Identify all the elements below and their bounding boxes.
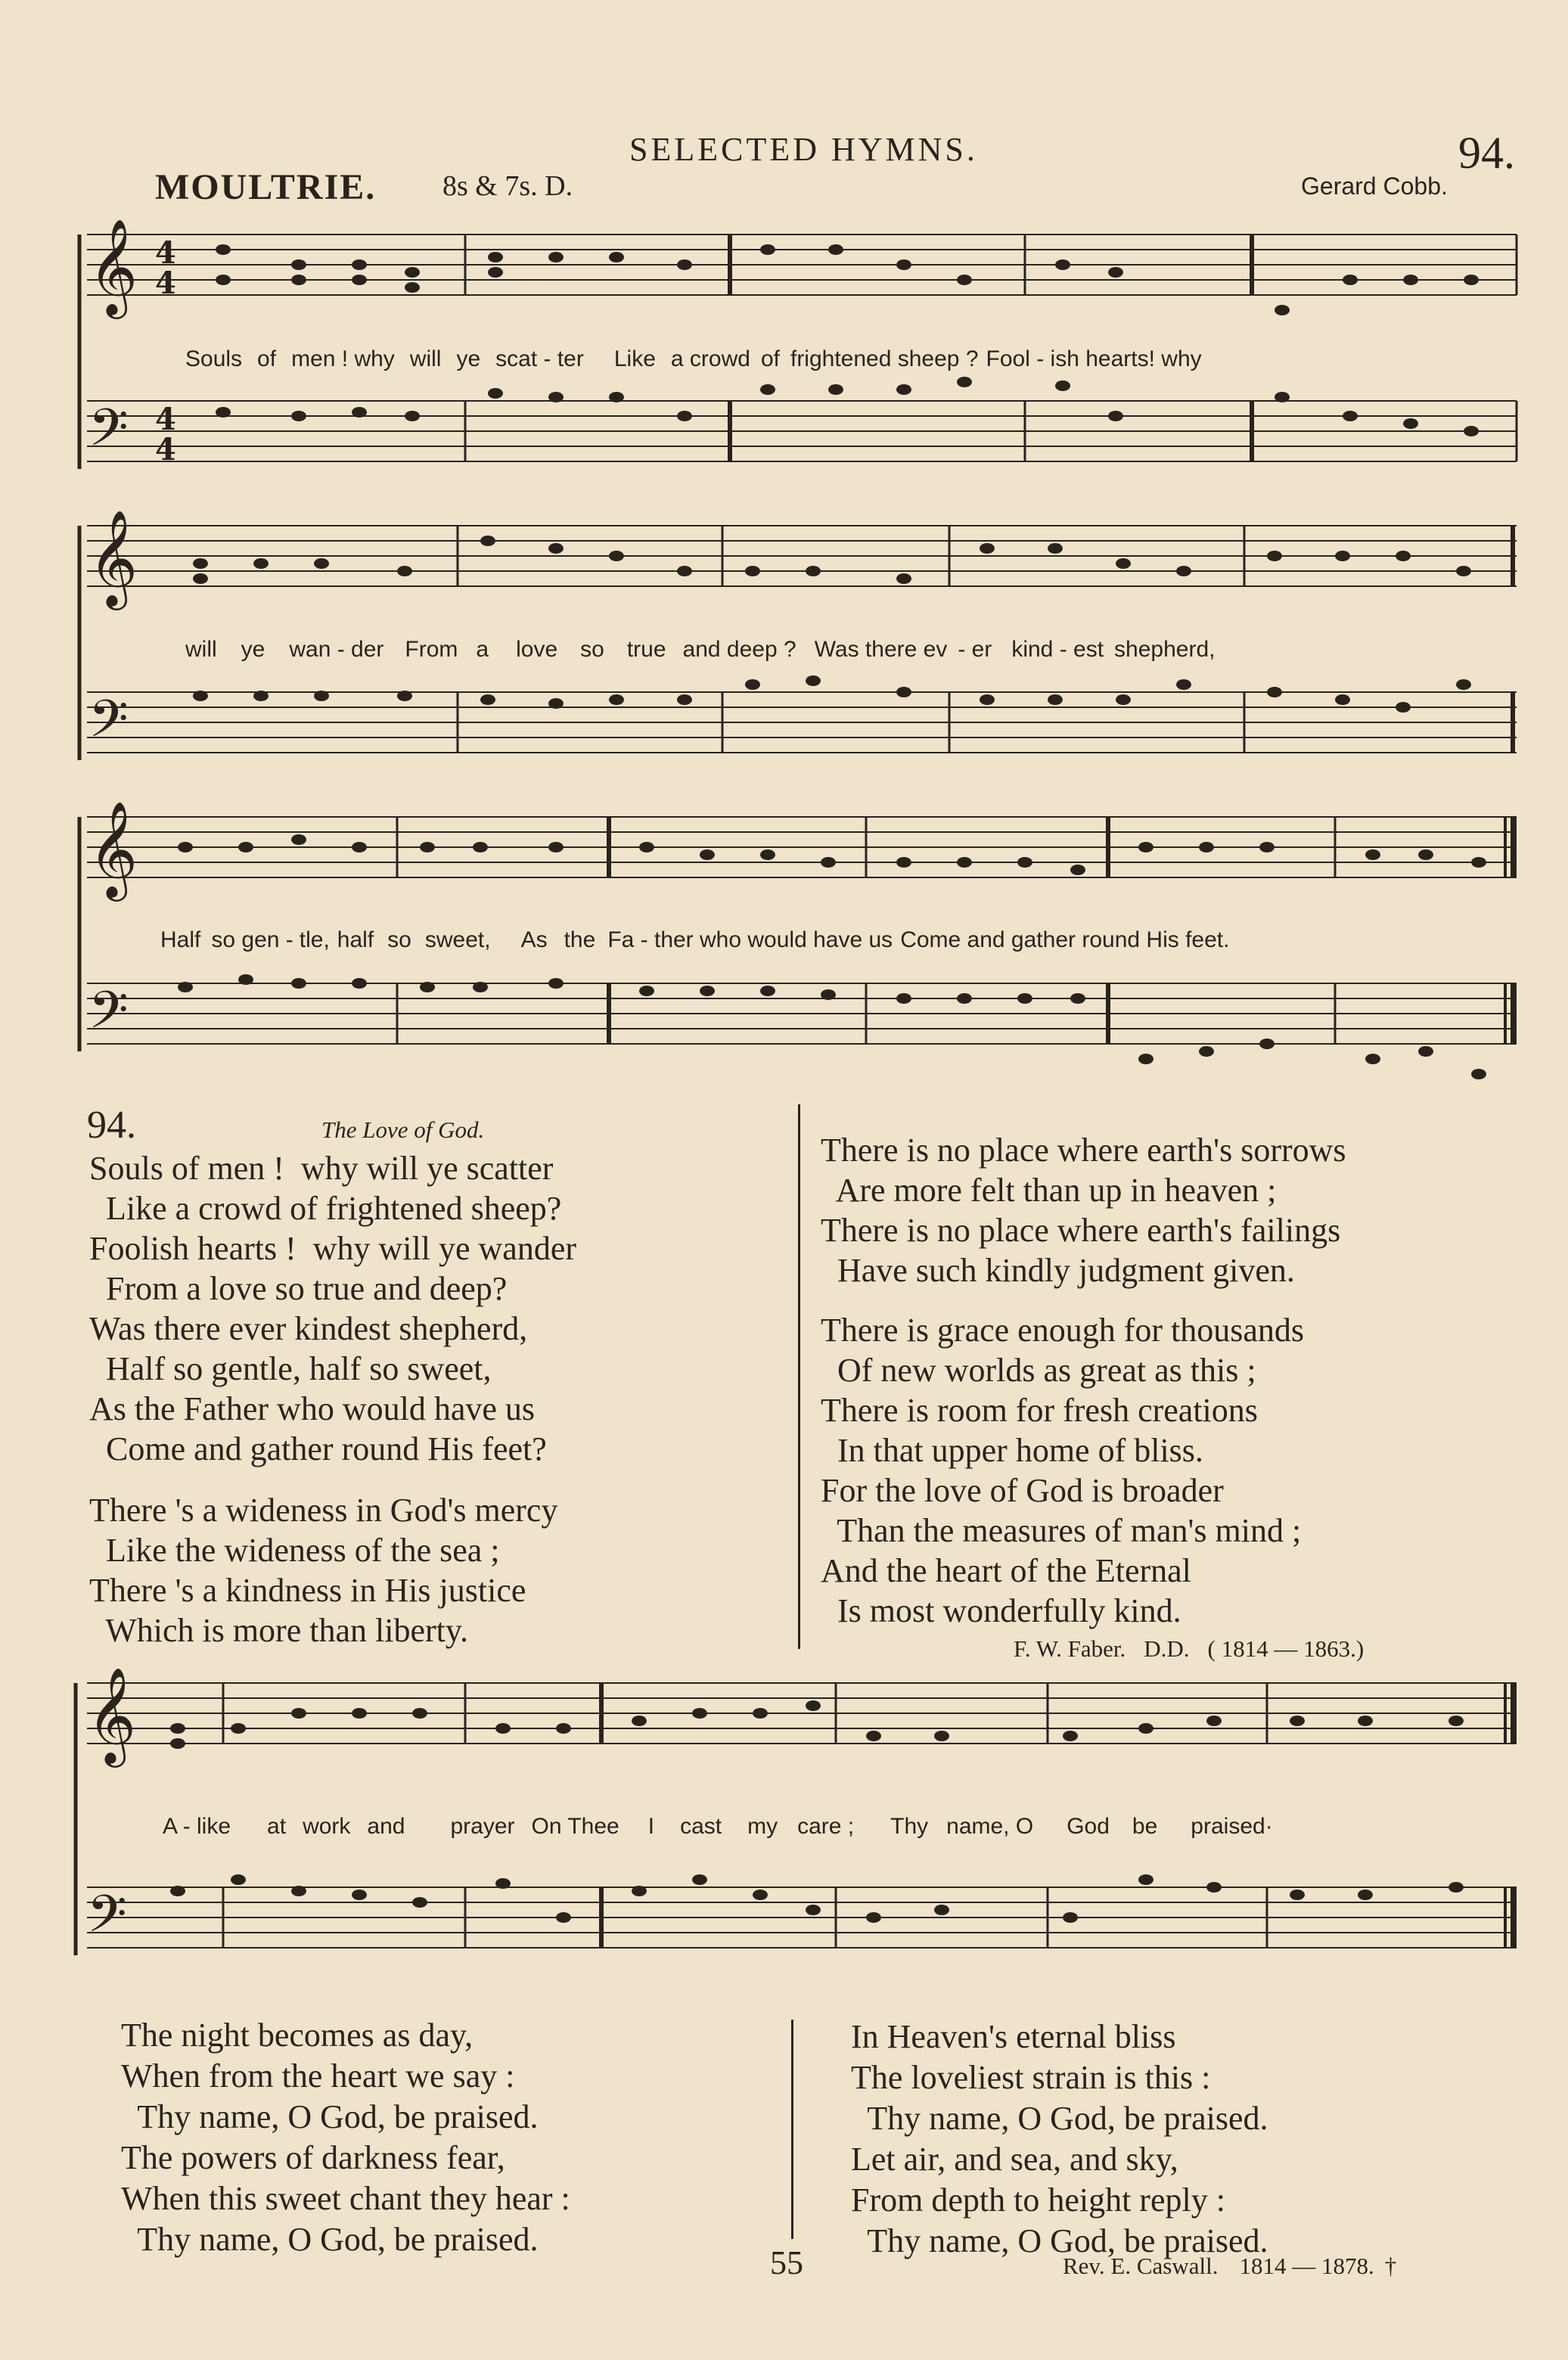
lyrics-system-1: Souls of men ! why will ye scat - ter Like a crowd of frightened sheep ? Fool - ish hearts! why bbox=[185, 346, 1202, 371]
svg-text:4: 4 bbox=[155, 266, 176, 301]
column-rule-2 bbox=[791, 2020, 793, 2239]
lyrics-system-2: will ye wan - der From a love so true and deep ? Was there ev - er kind - est shepherd, bbox=[185, 637, 1216, 662]
svg-text:4: 4 bbox=[155, 235, 176, 271]
hymn1-left-stanza-1: Souls of men ! why will ye scatter Like a crowd of frightened sheep? Foolish hearts ! why will ye wander From a love so true and deep? Was there ever kindest shepherd, Half so gentle, half so sweet, As the Father who would have us Come and gather round His feet? bbox=[89, 1150, 576, 1467]
meter: 8s & 7s. D. bbox=[442, 170, 573, 202]
hymn-title: The Love of God. bbox=[321, 1116, 485, 1143]
tune-name: MOULTRIE. bbox=[155, 167, 377, 207]
page-number: 55 bbox=[770, 2244, 803, 2281]
hymn1-right-stanza-2: There is grace enough for thousands Of new worlds as great as this ; There is room for fresh creations In that upper home of bliss. For the love of God is broader Than the measures of man's mind ; And the heart of the Eternal Is most wonderfully kind. bbox=[821, 1312, 1305, 1629]
hymn2-left-stanza: The night becomes as day, When from the heart we say : Thy name, O God, be praised. The powers of darkness fear, When this sweet chant they hear : Thy name, O God, be praised. bbox=[121, 2017, 570, 2258]
svg-text:𝄞: 𝄞 bbox=[87, 1668, 137, 1763]
svg-text:𝄢: 𝄢 bbox=[88, 690, 129, 762]
hymn1-right-stanza-1: There is no place where earth's sorrows Are more felt than up in heaven ; There is no place where earth's failings Have such kindly judgment given. bbox=[821, 1132, 1346, 1289]
svg-text:4: 4 bbox=[155, 402, 176, 437]
svg-text:𝄢: 𝄢 bbox=[87, 1885, 127, 1957]
composer: Gerard Cobb. bbox=[1301, 172, 1448, 200]
svg-text:𝄞: 𝄞 bbox=[88, 802, 138, 897]
svg-text:𝄞: 𝄞 bbox=[88, 219, 138, 315]
hymn1-attribution: F. W. Faber. D.D. ( 1814 — 1863.) bbox=[1014, 1635, 1365, 1662]
hymn1-left-stanza-2: There 's a wideness in God's mercy Like the wideness of the sea ; There 's a kindness in His justice Which is more than liberty. bbox=[89, 1492, 558, 1649]
svg-text:𝄢: 𝄢 bbox=[88, 399, 129, 470]
hymn-number-top: 94. bbox=[1458, 128, 1515, 178]
column-rule-1 bbox=[798, 1104, 800, 1649]
svg-text:𝄢: 𝄢 bbox=[88, 981, 129, 1053]
lyrics-system-4: A - like at work and prayer On Thee I cast my care ; Thy name, O God be praised· bbox=[163, 1814, 1273, 1839]
running-title: SELECTED HYMNS. bbox=[629, 131, 978, 168]
svg-text:𝄞: 𝄞 bbox=[88, 511, 138, 606]
music-system-4 bbox=[72, 1668, 1524, 2016]
hymn2-attribution: Rev. E. Caswall. 1814 — 1878. † bbox=[1063, 2253, 1397, 2279]
lyrics-system-3: Half so gen - tle, half so sweet, As the Fa - ther who would have us Come and gather round His feet. bbox=[160, 927, 1230, 952]
hymn2-right-stanza: In Heaven's eternal bliss The loveliest strain is this : Thy name, O God, be praised. Let air, and sea, and sky, From depth to height reply : Thy name, O God, be praised. bbox=[851, 2018, 1268, 2259]
hymn-number: 94. bbox=[87, 1104, 136, 1147]
svg-text:4: 4 bbox=[155, 432, 176, 467]
